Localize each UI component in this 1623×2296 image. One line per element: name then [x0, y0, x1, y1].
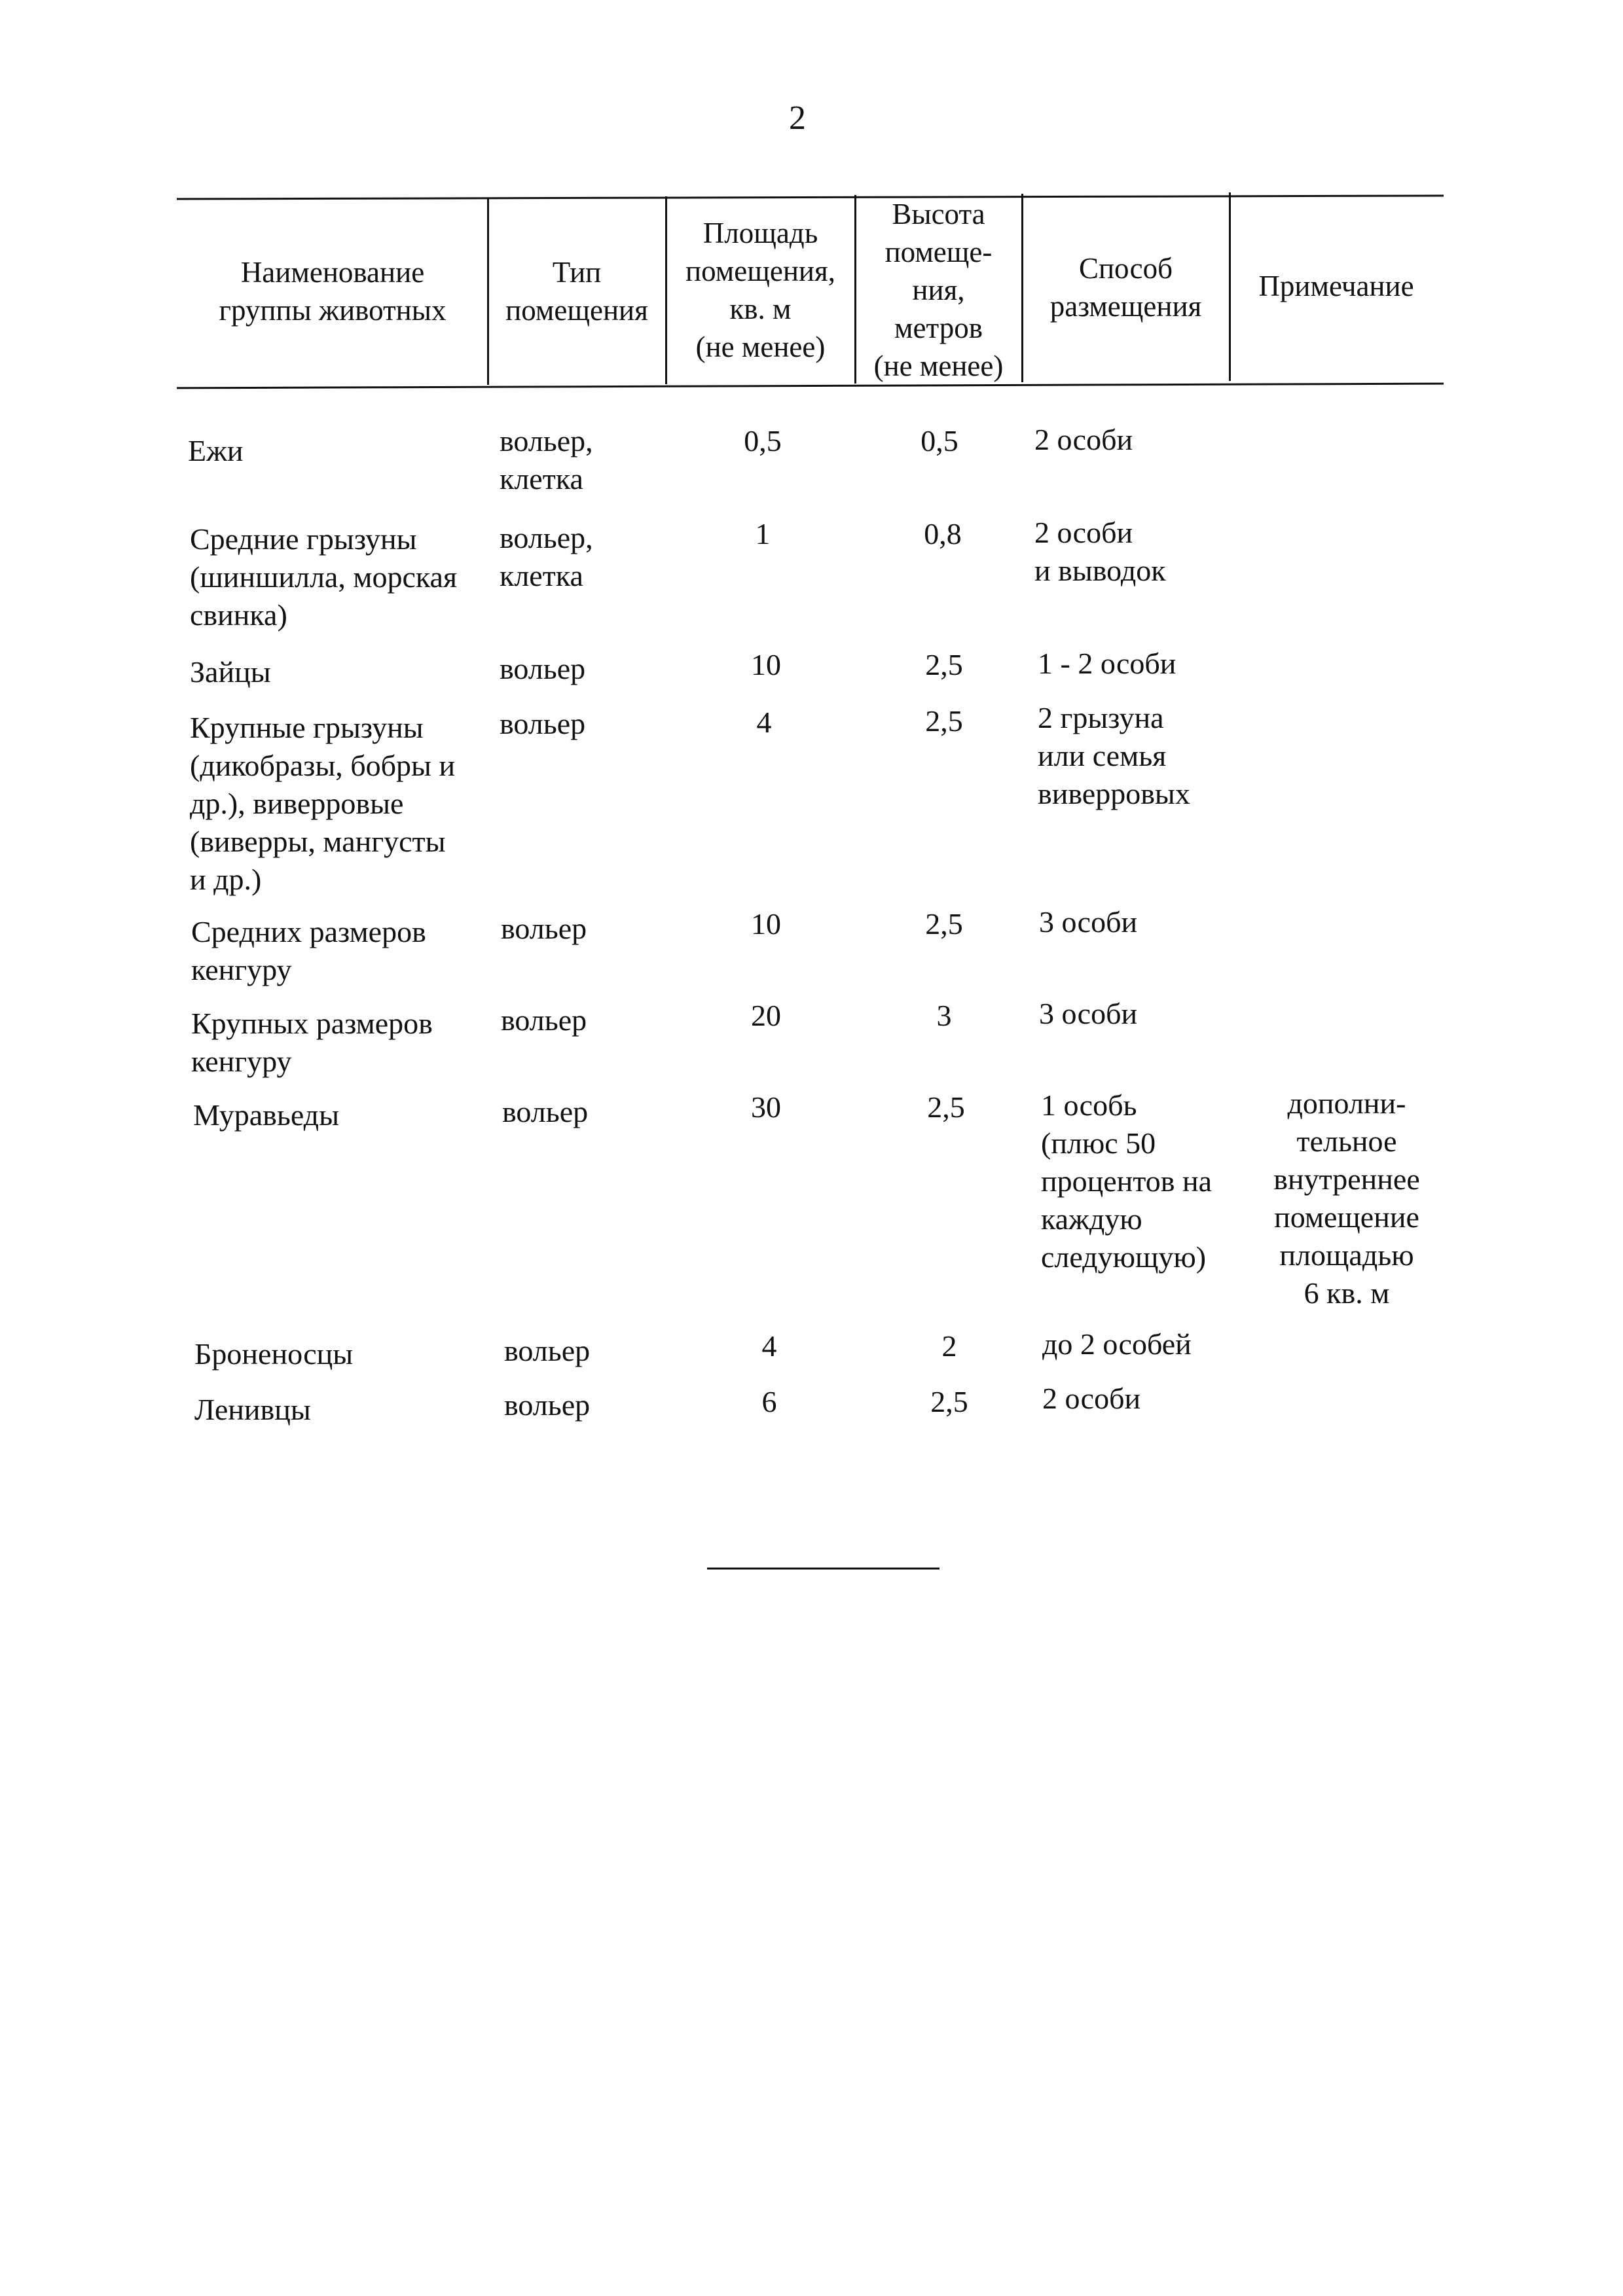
row-4-type: вольер [500, 707, 586, 740]
row-8-area: 4 [761, 1329, 777, 1363]
row-5-area: 10 [751, 907, 781, 941]
header-bottom-rule [177, 383, 1444, 389]
row-9-height: 2,5 [930, 1385, 968, 1418]
header-room-type: Тип помещения [505, 256, 648, 327]
row-9-type: вольер [504, 1388, 591, 1422]
row-7-name: Муравьеды [193, 1098, 339, 1132]
row-7-area: 30 [751, 1090, 781, 1124]
header-divider-3 [854, 195, 856, 384]
row-4-placement: 2 грызуна или семья виверровых [1038, 701, 1190, 810]
row-2-placement: 2 особи и выводок [1034, 516, 1166, 587]
row-6-area: 20 [751, 999, 781, 1032]
row-3-height: 2,5 [925, 648, 963, 681]
row-6-height: 3 [936, 999, 952, 1032]
header-divider-2 [665, 196, 667, 384]
row-7-note: дополни- тельное внутреннее помещение площадью 6 кв. м [1273, 1086, 1420, 1310]
row-8-name: Броненосцы [194, 1337, 354, 1371]
header-area: Площадь помещения, кв. м (не менее) [685, 217, 835, 363]
row-2-type: вольер, клетка [500, 521, 593, 592]
header-placement: Способ размещения [1049, 252, 1202, 323]
row-8-placement: до 2 особей [1042, 1327, 1192, 1361]
row-2-height: 0,8 [924, 517, 962, 550]
row-5-name: Средних размеров кенгуру [191, 915, 426, 986]
row-1-height: 0,5 [921, 424, 958, 457]
row-4-name: Крупные грызуны (дикобразы, бобры и др.), виверровые (виверры, мангусты и др.) [190, 711, 456, 896]
row-2-name: Средние грызуны (шиншилла, морская свинка) [190, 522, 458, 632]
row-5-placement: 3 особи [1039, 905, 1138, 939]
footer-rule [707, 1568, 939, 1570]
header-animal-group: Наименование группы животных [219, 256, 447, 327]
row-1-placement: 2 особи [1034, 423, 1133, 456]
header-note: Примечание [1258, 270, 1414, 302]
row-4-area: 4 [756, 706, 772, 739]
row-9-area: 6 [761, 1385, 777, 1418]
row-8-height: 2 [941, 1329, 957, 1363]
row-5-type: вольер [501, 912, 587, 945]
row-6-name: Крупных размеров кенгуру [191, 1007, 433, 1078]
row-1-type: вольер, клетка [500, 424, 593, 495]
header-divider-5 [1229, 192, 1231, 381]
row-6-placement: 3 особи [1039, 997, 1138, 1030]
header-divider-1 [487, 198, 489, 385]
row-6-type: вольер [501, 1003, 587, 1037]
row-2-area: 1 [755, 517, 771, 550]
row-1-area: 0,5 [744, 424, 782, 457]
row-8-type: вольер [504, 1334, 591, 1367]
row-7-placement: 1 особь (плюс 50 процентов на каждую следующую) [1041, 1088, 1213, 1274]
row-7-type: вольер [502, 1095, 589, 1128]
row-1-name: Ежи [188, 434, 244, 467]
row-3-name: Зайцы [190, 655, 271, 689]
row-3-type: вольер [500, 652, 586, 685]
row-5-height: 2,5 [925, 907, 963, 941]
page-number: 2 [789, 99, 806, 137]
row-9-name: Ленивцы [194, 1393, 311, 1426]
row-7-height: 2,5 [927, 1090, 965, 1124]
row-3-placement: 1 - 2 особи [1038, 647, 1176, 680]
header-divider-4 [1021, 194, 1023, 382]
row-4-height: 2,5 [925, 704, 963, 738]
header-height: Высота помеще- ния, метров (не менее) [873, 197, 1004, 382]
row-3-area: 10 [751, 648, 781, 681]
row-9-placement: 2 особи [1042, 1382, 1141, 1415]
